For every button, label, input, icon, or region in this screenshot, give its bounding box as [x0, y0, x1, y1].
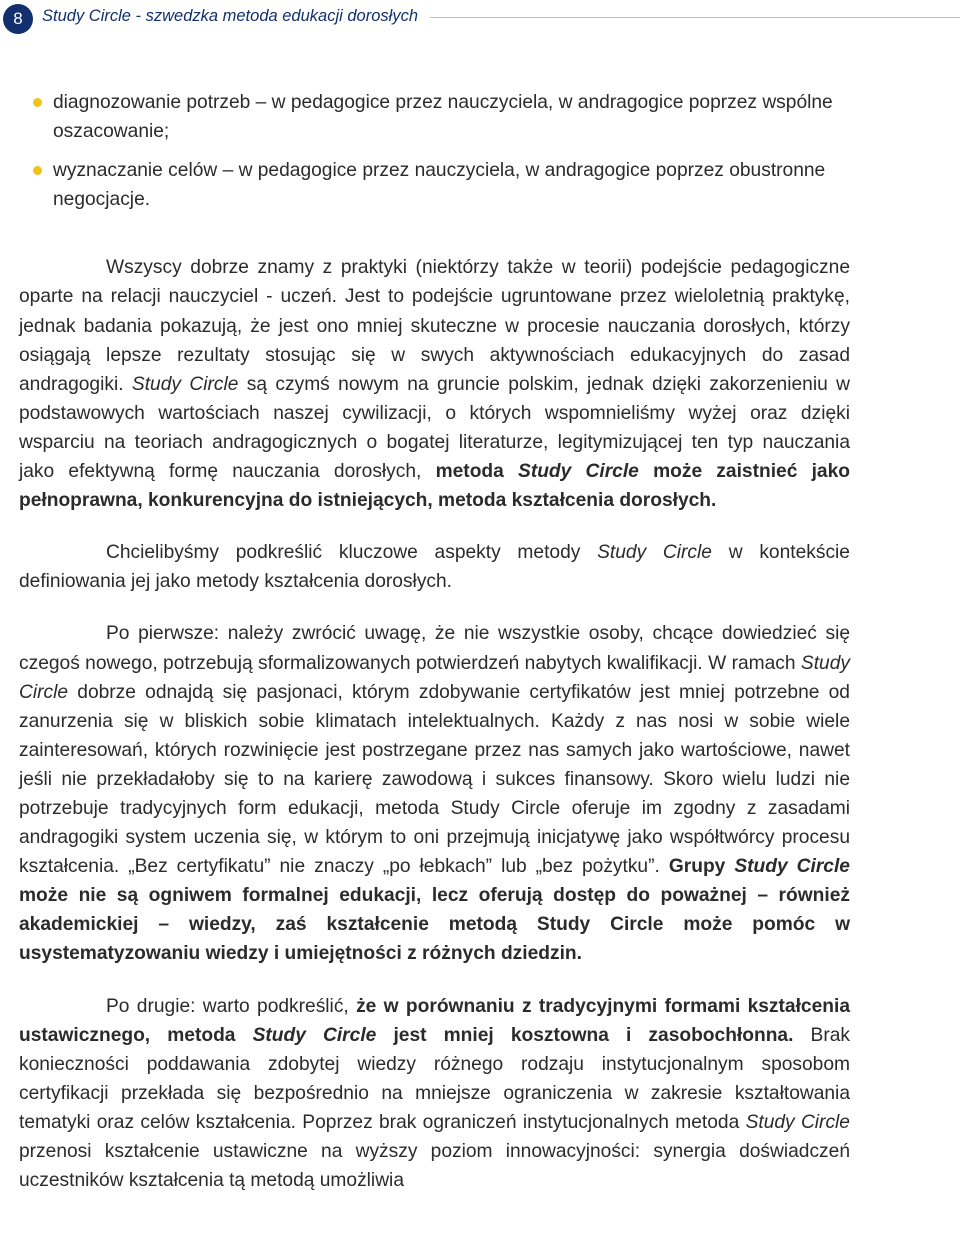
- page-header: [0, 0, 960, 36]
- bold-run: Grupy: [668, 856, 726, 878]
- paragraph-key-aspects: [19, 538, 850, 596]
- bullet-dot-icon: [33, 166, 42, 175]
- text-run: są czymś nowym na gruncie polskim, jednak dzięki zakorzenieniu w podstawowych wartościach naszej cywilizacji, o których wspomnieliśmy wyżej oraz dzięki wsparciu na teoriach andragogicznych o bogatej literaturze, legitymizującej ten typ nauczania jako efektywną formę nauczania dorosłych,: [19, 373, 850, 483]
- paragraph-first-point: [19, 619, 850, 968]
- list-item: [19, 156, 850, 214]
- header-rule: [430, 17, 960, 18]
- italic-run: Study Circle: [19, 652, 850, 703]
- bold-italic-run: Study Circle: [252, 1024, 377, 1046]
- text-run: Po drugie: warto podkreślić,: [106, 995, 349, 1017]
- page-number-badge: 8: [3, 4, 33, 34]
- bold-run: jest mniej kosztowna i zasobochłonna.: [393, 1024, 794, 1046]
- italic-run: Study Circle: [597, 542, 712, 564]
- text-run: Wszyscy dobrze znamy z praktyki (niektórzy także w teorii) podejście pedagogiczne oparte na relacji nauczyciel - uczeń. Jest to podejście ugruntowane przez wieloletnią praktykę, jednak badania pokazują, że jest ono mniej skuteczne w procesie nauczania dorosłych, którzy osiągają lepsze rezultaty stosując się w swych aktywnościach edukacyjnych do zasad andragogiki.: [19, 257, 850, 395]
- list-item: [19, 88, 850, 146]
- bold-run: metoda: [435, 461, 504, 483]
- paragraph-approach: [19, 253, 850, 515]
- bold-run: może nie są ogniwem formalnej edukacji, lecz oferują dostęp do poważnej – również akademickiej – wiedzy, zaś kształcenie metodą Study Circle może pomóc w usystematyzowaniu wiedzy i umiejętności z różnych dziedzin.: [19, 885, 850, 965]
- italic-run: Study Circle: [131, 373, 239, 395]
- text-run: w kontekście definiowania jej jako metody kształcenia dorosłych.: [19, 542, 850, 593]
- bold-italic-run: Study Circle: [734, 856, 850, 878]
- italic-run: Study Circle: [745, 1111, 850, 1133]
- page-body: [19, 88, 850, 1218]
- bold-run: że w porównaniu z tradycyjnymi formami kształcenia ustawicznego, metoda: [19, 995, 850, 1046]
- list-item-text: wyznaczanie celów – w pedagogice przez nauczyciela, w andragogice poprzez obustronne negocjacje.: [53, 160, 826, 211]
- text-run: dobrze odnajdą się pasjonaci, którym zdobywanie certyfikatów jest mniej potrzebne od zanurzenia się w bliskich sobie klimatach intelektualnych. Każdy z nas nosi w sobie wiele zainteresowań, których rozwinięcie jest postrzegane przez nas samych jako wartościowe, nawet jeśli nie przekładałoby się to na karierę zawodową i sukces finansowy. Skoro wielu ludzi nie potrzebuje tradycyjnych form edukacji, metoda Study Circle oferuje im zgodny z zasadami andragogiki system uczenia się, w którym to oni przejmują inicjatywę jako współtwórcy procesu kształcenia. „Bez certyfikatu” nie znaczy „po łebkach” lub „bez pożytku”.: [19, 681, 850, 878]
- running-header-title: Study Circle - szwedzka metoda edukacji dorosłych: [42, 7, 418, 25]
- bullet-list: [19, 88, 850, 214]
- list-item-text: diagnozowanie potrzeb – w pedagogice przez nauczyciela, w andragogice poprzez wspólne oszacowanie;: [53, 92, 833, 143]
- paragraph-second-point: [19, 992, 850, 1196]
- text-run: Po pierwsze: należy zwrócić uwagę, że nie wszystkie osoby, chcące dowiedzieć się czegoś nowego, potrzebują sformalizowanych potwierdzeń nabytych kwalifikacji. W ramach: [19, 623, 850, 674]
- bullet-dot-icon: [33, 98, 42, 107]
- bold-italic-run: Study Circle: [518, 461, 639, 483]
- text-run: Brak konieczności poddawania zdobytej wiedzy różnego rodzaju instytucjonalnym sposobom certyfikacji przekłada się bezpośrednio na mniejsze ograniczenia w zakresie kształtowania tematyki oraz celów kształcenia. Poprzez brak ograniczeń instytucjonalnych metoda: [19, 1024, 850, 1133]
- bold-run: może zaistnieć jako pełnoprawna, konkurencyjna do istniejących, metoda kształcenia dorosłych.: [19, 461, 850, 512]
- text-run: Chcielibyśmy podkreślić kluczowe aspekty metody: [106, 542, 581, 564]
- text-run: przenosi kształcenie ustawiczne na wyższy poziom innowacyjności: synergia doświadczeń uczestników kształcenia tą metodą umożliwia: [19, 1141, 850, 1192]
